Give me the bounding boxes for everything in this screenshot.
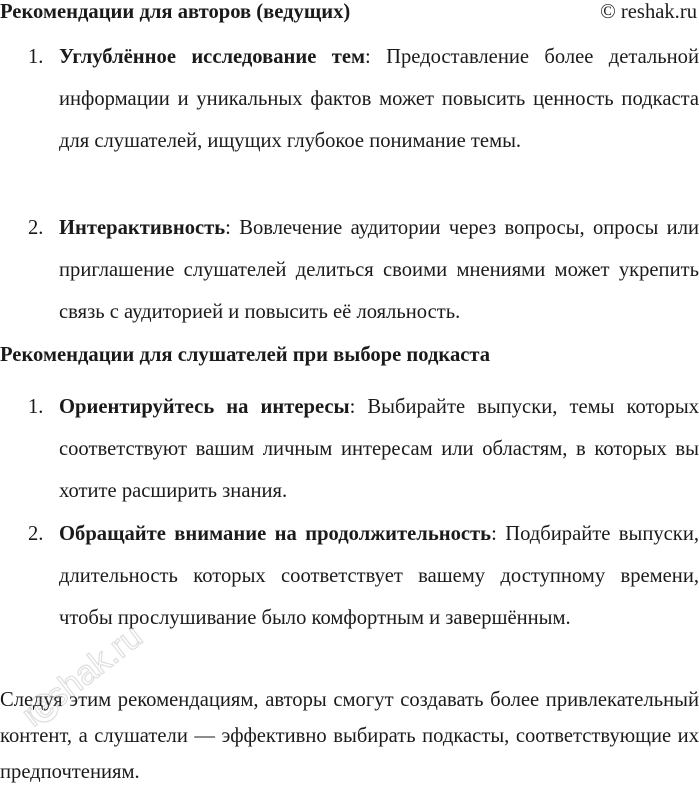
list-item-description: : Вовлечение аудитории через вопросы, опросы или приглашение слушателей делиться своими мнениями может укрепить связь с аудиторией и повысить её лояльность. [59,217,699,323]
list-item-term: Углублённое исследование тем [59,46,366,68]
copyright-notice: © reshak.ru [600,1,697,23]
watermark-text: reshak.ru [14,617,150,735]
list-item-description: : Выбирайте выпуски, темы которых соответствуют вашим личным интересам или областям, в которых вы хотите расширить знания. [59,396,699,502]
list-item-text [59,513,699,639]
conclusion-paragraph: Следуя этим рекомендациям, авторы смогут создавать более привлекательный контент, а слушатели — эффективно выбирать подкасты, соответствующие их предпочтениям. [0,689,699,783]
list-item-text [59,207,699,333]
section-heading-listeners: Рекомендации для слушателей при выборе подкаста [0,344,491,366]
page-header [0,0,699,25]
section-heading-authors: Рекомендации для авторов (ведущих) [0,1,351,23]
list-item-text [59,386,699,512]
list-item-description: : Подбирайте выпуски, длительность которых соответствует вашему доступному времени, чтобы прослушивание было комфортным и завершённым. [59,523,699,629]
list-item-text [59,36,699,162]
list-item-term: Ориентируйтесь на интересы [59,396,350,418]
list-item-term: Обращайте внимание на продолжительность [59,523,492,545]
list-number: 2. [28,523,44,545]
list-number: 2. [28,217,44,239]
list-item-term: Интерактивность [59,217,226,239]
list-item-description: : Предоставление более детальной информации и уникальных фактов может повысить ценность подкаста для слушателей, ищущих глубокое понимание темы. [59,46,699,152]
list-number: 1. [28,396,44,418]
list-number: 1. [28,46,44,68]
